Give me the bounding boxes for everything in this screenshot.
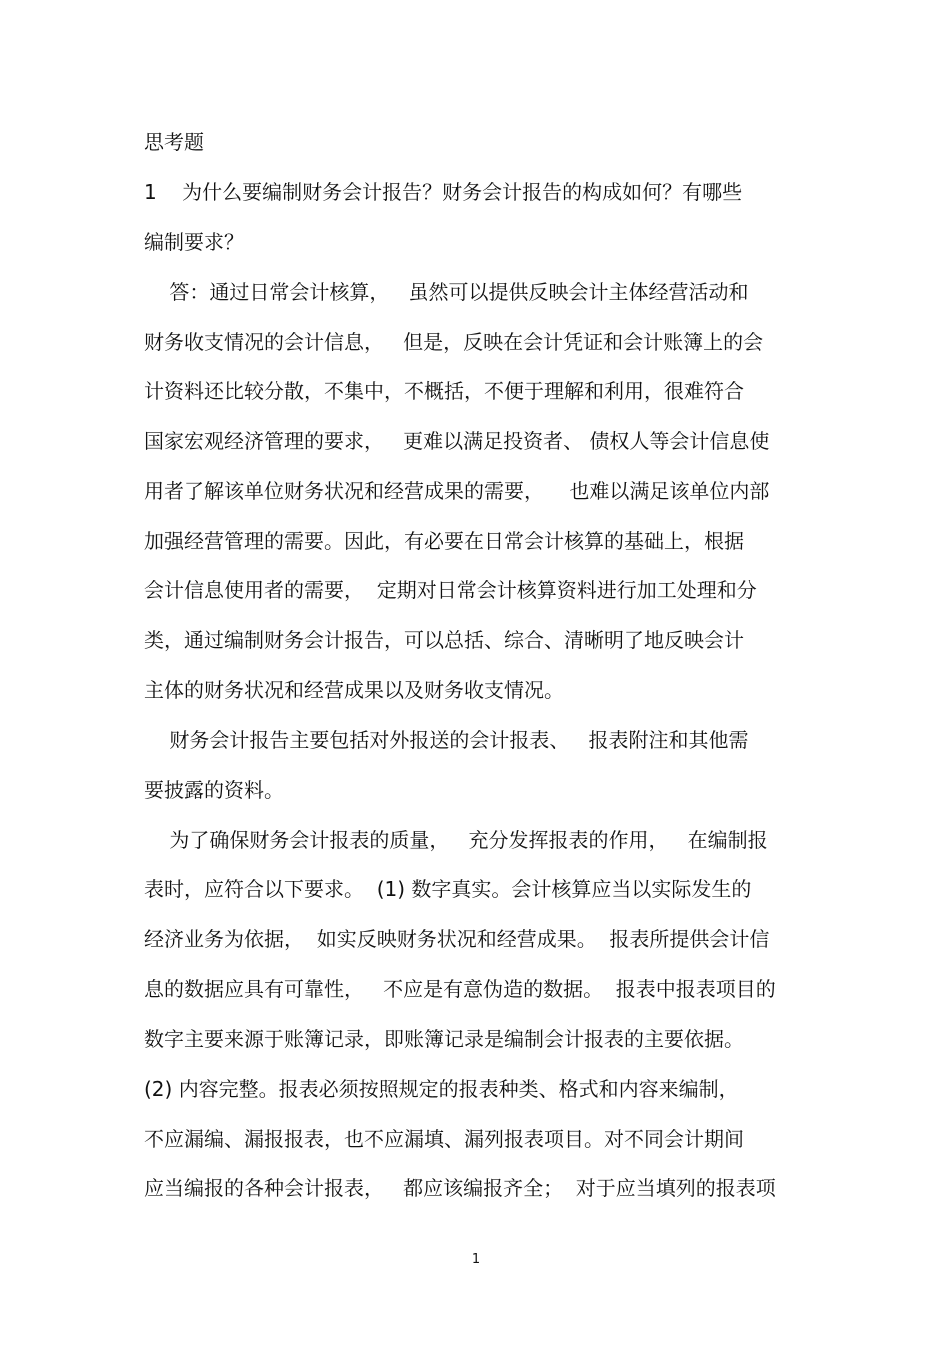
section-heading: 思考题	[144, 130, 204, 154]
answer-line: 表时，应符合以下要求。 (1) 数字真实。会计核算应当以实际发生的	[144, 877, 752, 901]
answer-line: 财务收支情况的会计信息， 但是，反映在会计凭证和会计账簿上的会	[144, 330, 764, 354]
answer-line: 息的数据应具有可靠性， 不应是有意伪造的数据。 报表中报表项目的	[144, 977, 776, 1001]
answer-line: 为了确保财务会计报表的质量， 充分发挥报表的作用， 在编制报	[144, 828, 768, 852]
answer-line: 类，通过编制财务会计报告，可以总括、综合、清晰明了地反映会计	[144, 628, 744, 652]
answer-line: 财务会计报告主要包括对外报送的会计报表、 报表附注和其他需	[144, 728, 749, 752]
answer-line: 会计信息使用者的需要， 定期对日常会计核算资料进行加工处理和分	[144, 578, 757, 602]
answer-line: 数字主要来源于账簿记录，即账簿记录是编制会计报表的主要依据。	[144, 1027, 744, 1051]
answer-line: (2) 内容完整。报表必须按照规定的报表种类、格式和内容来编制，	[144, 1077, 739, 1101]
answer-line: 应当编报的各种会计报表， 都应该编报齐全； 对于应当填列的报表项	[144, 1176, 776, 1200]
question-line: 编制要求？	[144, 230, 244, 254]
answer-line: 答：通过日常会计核算， 虽然可以提供反映会计主体经营活动和	[144, 280, 749, 304]
answer-line: 主体的财务状况和经营成果以及财务收支情况。	[144, 678, 564, 702]
page-number: 1	[471, 1252, 481, 1267]
answer-line: 计资料还比较分散，不集中，不概括，不便于理解和利用，很难符合	[144, 379, 744, 403]
question-line: 1 为什么要编制财务会计报告？财务会计报告的构成如何？有哪些	[144, 180, 743, 204]
answer-line: 加强经营管理的需要。因此，有必要在日常会计核算的基础上，根据	[144, 529, 744, 553]
answer-line: 要披露的资料。	[144, 778, 284, 802]
answer-line: 经济业务为依据， 如实反映财务状况和经营成果。 报表所提供会计信	[144, 927, 770, 951]
answer-line: 不应漏编、漏报报表，也不应漏填、漏列报表项目。对不同会计期间	[144, 1127, 744, 1151]
answer-line: 国家宏观经济管理的要求， 更难以满足投资者、 债权人等会计信息使	[144, 429, 770, 453]
answer-line: 用者了解该单位财务状况和经营成果的需要， 也难以满足该单位内部	[144, 479, 770, 503]
